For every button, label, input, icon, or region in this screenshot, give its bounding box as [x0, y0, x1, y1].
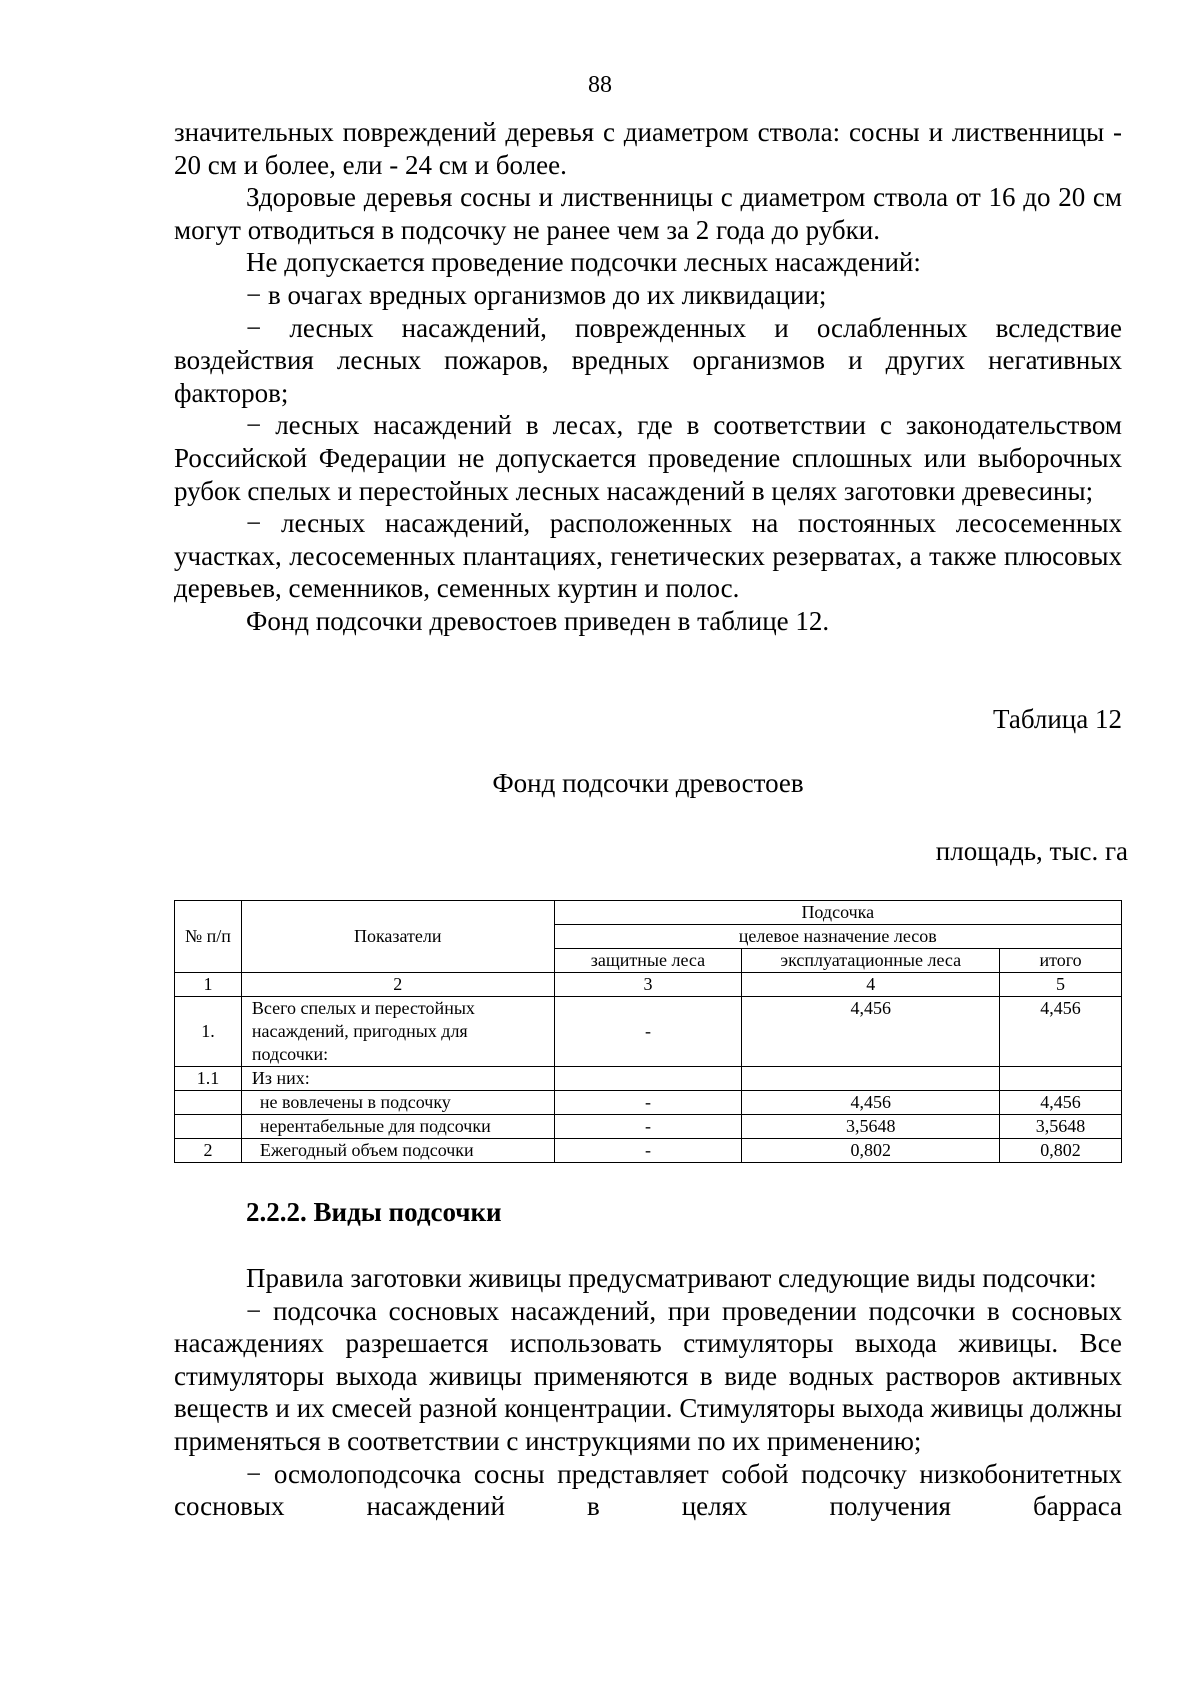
header-num: № п/п: [175, 901, 242, 973]
row-protective: -: [554, 997, 742, 1067]
table-row: [175, 1091, 1122, 1115]
table-header-row: [175, 901, 1122, 925]
row-protective: [554, 1067, 742, 1091]
row-protective: -: [554, 1115, 742, 1139]
header-total: итого: [1000, 949, 1122, 973]
header-exploitation: эксплуатационные леса: [742, 949, 1000, 973]
list-item: − лесных насаждений, поврежденных и ослабленных вследствие воздействия лесных пожаров, вредных организмов и других негативных факторов;: [174, 312, 1122, 408]
paragraph: Правила заготовки живицы предусматривают следующие виды подсочки:: [246, 1263, 1097, 1293]
row-total: 4,456: [1000, 1091, 1122, 1115]
row-exploitation: [742, 1067, 1000, 1091]
paragraph: Здоровые деревья сосны и лиственницы с диаметром ствола от 16 до 20 см могут отводиться в подсочку не ранее чем за 2 года до рубки.: [174, 182, 1122, 245]
list-item: − лесных насаждений, расположенных на постоянных лесосеменных участках, лесосеменных плантациях, генетических резерватах, а также плюсовых деревьев, семенников, семенных куртин и полос.: [174, 508, 1122, 604]
row-name: нерентабельные для подсочки: [241, 1115, 554, 1139]
row-num: [175, 1115, 242, 1139]
header-group: Подсочка: [554, 901, 1121, 925]
row-num: 1.: [175, 997, 242, 1067]
row-protective: -: [554, 1139, 742, 1163]
page-number: 88: [588, 72, 612, 98]
table-units: площадь, тыс. га: [935, 836, 1128, 866]
section-heading: 2.2.2. Виды подсочки: [246, 1197, 502, 1227]
row-exploitation: 3,5648: [742, 1115, 1000, 1139]
row-name: Всего спелых и перестойных насаждений, пригодных для подсочки:: [241, 997, 554, 1067]
data-table: [174, 900, 1122, 1163]
column-number: 5: [1000, 973, 1122, 997]
column-number: 1: [175, 973, 242, 997]
paragraph: Фонд подсочки древостоев приведен в таблице 12.: [246, 605, 830, 636]
row-name: Ежегодный объем подсочки: [241, 1139, 554, 1163]
table-row: [175, 1115, 1122, 1139]
row-exploitation: 4,456: [742, 997, 1000, 1067]
row-exploitation: 4,456: [742, 1091, 1000, 1115]
intro-text: [174, 116, 1122, 638]
paragraph: значительных повреждений деревья с диаметром ствола: сосны и лиственницы - 20 см и более, ели - 24 см и более.: [174, 117, 1122, 180]
row-num: 2: [175, 1139, 242, 1163]
row-total: [1000, 1067, 1122, 1091]
row-num: [175, 1091, 242, 1115]
row-exploitation: 0,802: [742, 1139, 1000, 1163]
column-number: 4: [742, 973, 1000, 997]
section-text: [174, 1262, 1122, 1523]
paragraph: Не допускается проведение подсочки лесных насаждений:: [246, 247, 921, 278]
header-indicators: Показатели: [241, 901, 554, 973]
row-num: 1.1: [175, 1067, 242, 1091]
list-item: − осмолоподсочка сосны представляет собой подсочку низкобонитетных сосновых насаждений в целях получения барраса: [174, 1458, 1122, 1522]
row-protective: -: [554, 1091, 742, 1115]
column-number: 2: [241, 973, 554, 997]
column-number: 3: [554, 973, 742, 997]
row-name: Из них:: [241, 1067, 554, 1091]
row-total: 0,802: [1000, 1139, 1122, 1163]
row-total: 3,5648: [1000, 1115, 1122, 1139]
table-row: [175, 1139, 1122, 1163]
list-item: − в очагах вредных организмов до их ликвидации;: [246, 279, 827, 310]
table-title: Фонд подсочки древостоев: [492, 768, 804, 798]
list-item: − подсочка сосновых насаждений, при проведении подсочки в сосновых насаждениях разрешается использовать стимуляторы выхода живицы. Все стимуляторы выхода живицы применяются в виде водных растворов активных веществ и их смесей разной концентрации. Стимуляторы выхода живицы должны применяться в соответствии с инструкциями по их применению;: [174, 1295, 1122, 1456]
header-protective: защитные леса: [554, 949, 742, 973]
table-row: [175, 1067, 1122, 1091]
table-label: Таблица 12: [993, 704, 1122, 734]
list-item: − лесных насаждений в лесах, где в соответствии с законодательством Российской Федерации не допускается проведение сплошных или выборочных рубок спелых и перестойных лесных насаждений в целях заготовки древесины;: [174, 410, 1122, 506]
row-name: не вовлечены в подсочку: [241, 1091, 554, 1115]
column-number-row: [175, 973, 1122, 997]
header-subgroup: целевое назначение лесов: [554, 925, 1121, 949]
table-row: [175, 997, 1122, 1067]
row-total: 4,456: [1000, 997, 1122, 1067]
